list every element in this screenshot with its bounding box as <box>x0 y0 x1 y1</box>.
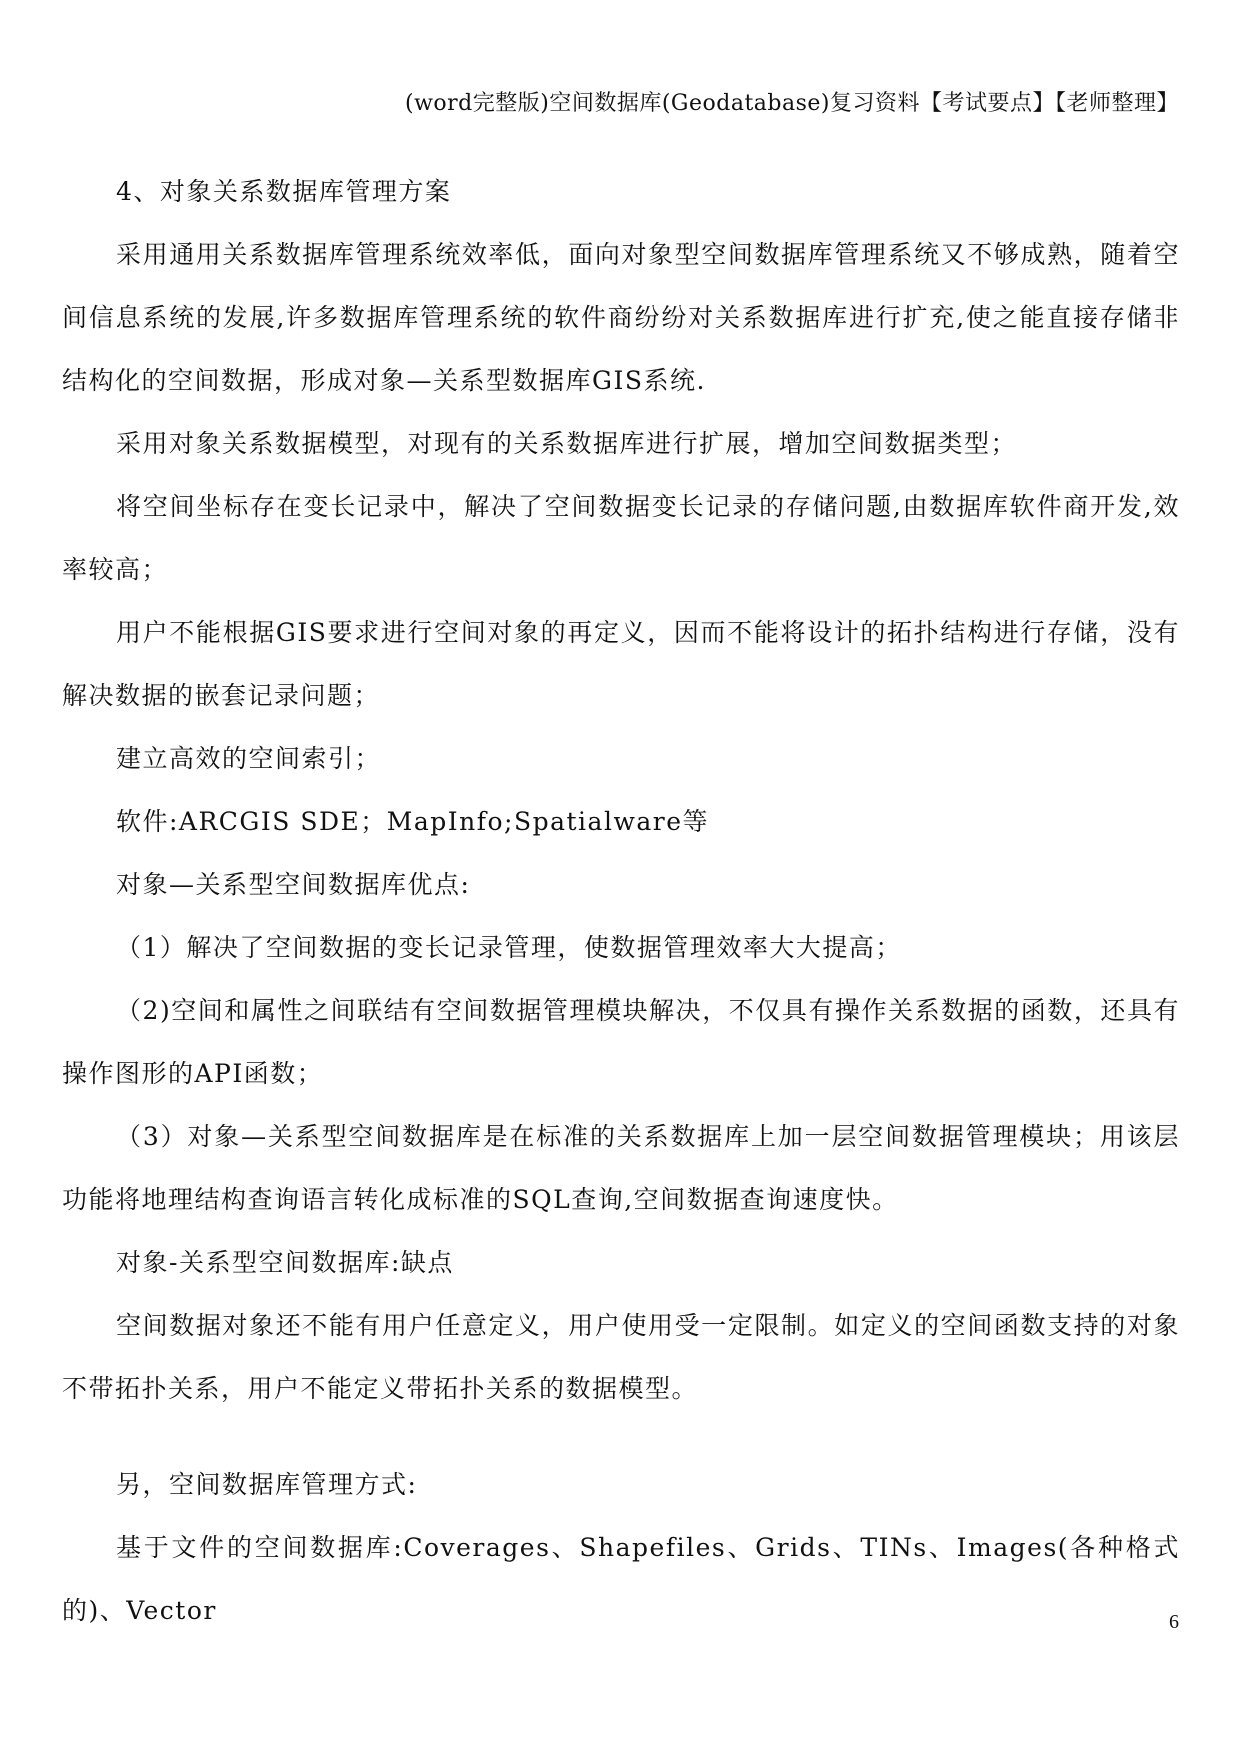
paragraph: 基于文件的空间数据库:Coverages、Shapefiles、Grids、TINs、Images(各种格式的)、Vector <box>62 1533 1180 1625</box>
paragraph: 将空间坐标存在变长记录中，解决了空间数据变长记录的存储问题,由数据库软件商开发,效率较高； <box>62 492 1180 584</box>
list-item: （3）对象—关系型空间数据库是在标准的关系数据库上加一层空间数据管理模块；用该层功能将地理结构查询语言转化成标准的SQL查询,空间数据查询速度快。 <box>62 1122 1180 1214</box>
list-item: （1）解决了空间数据的变长记录管理，使数据管理效率大大提高； <box>116 933 902 962</box>
paragraph: 建立高效的空间索引； <box>116 744 382 773</box>
paragraph: 另，空间数据库管理方式: <box>116 1470 418 1499</box>
paragraph: 用户不能根据GIS要求进行空间对象的再定义，因而不能将设计的拓扑结构进行存储，没有解决数据的嵌套记录问题； <box>62 618 1180 710</box>
paragraph: 对象-关系型空间数据库:缺点 <box>116 1248 454 1277</box>
list-item: （2)空间和属性之间联结有空间数据管理模块解决，不仅具有操作关系数据的函数，还具有操作图形的API函数； <box>62 996 1180 1088</box>
paragraph: 空间数据对象还不能有用户任意定义，用户使用受一定限制。如定义的空间函数支持的对象不带拓扑关系，用户不能定义带拓扑关系的数据模型。 <box>62 1311 1180 1403</box>
section-heading: 4、对象关系数据库管理方案 <box>116 177 452 206</box>
paragraph: 软件:ARCGIS SDE；MapInfo;Spatialware等 <box>116 807 710 836</box>
document-body <box>62 160 1180 1642</box>
paragraph: 采用通用关系数据库管理系统效率低，面向对象型空间数据库管理系统又不够成熟，随着空间信息系统的发展,许多数据库管理系统的软件商纷纷对关系数据库进行扩充,使之能直接存储非结构化的空间数据，形成对象—关系型数据库GIS系统. <box>62 240 1180 395</box>
document-header: (word完整版)空间数据库(Geodatabase)复习资料【考试要点】【老师整理】 <box>404 91 1179 116</box>
page-number: 6 <box>1169 1611 1179 1633</box>
paragraph: 对象—关系型空间数据库优点: <box>116 870 471 899</box>
paragraph: 采用对象关系数据模型，对现有的关系数据库进行扩展，增加空间数据类型； <box>116 429 1018 458</box>
